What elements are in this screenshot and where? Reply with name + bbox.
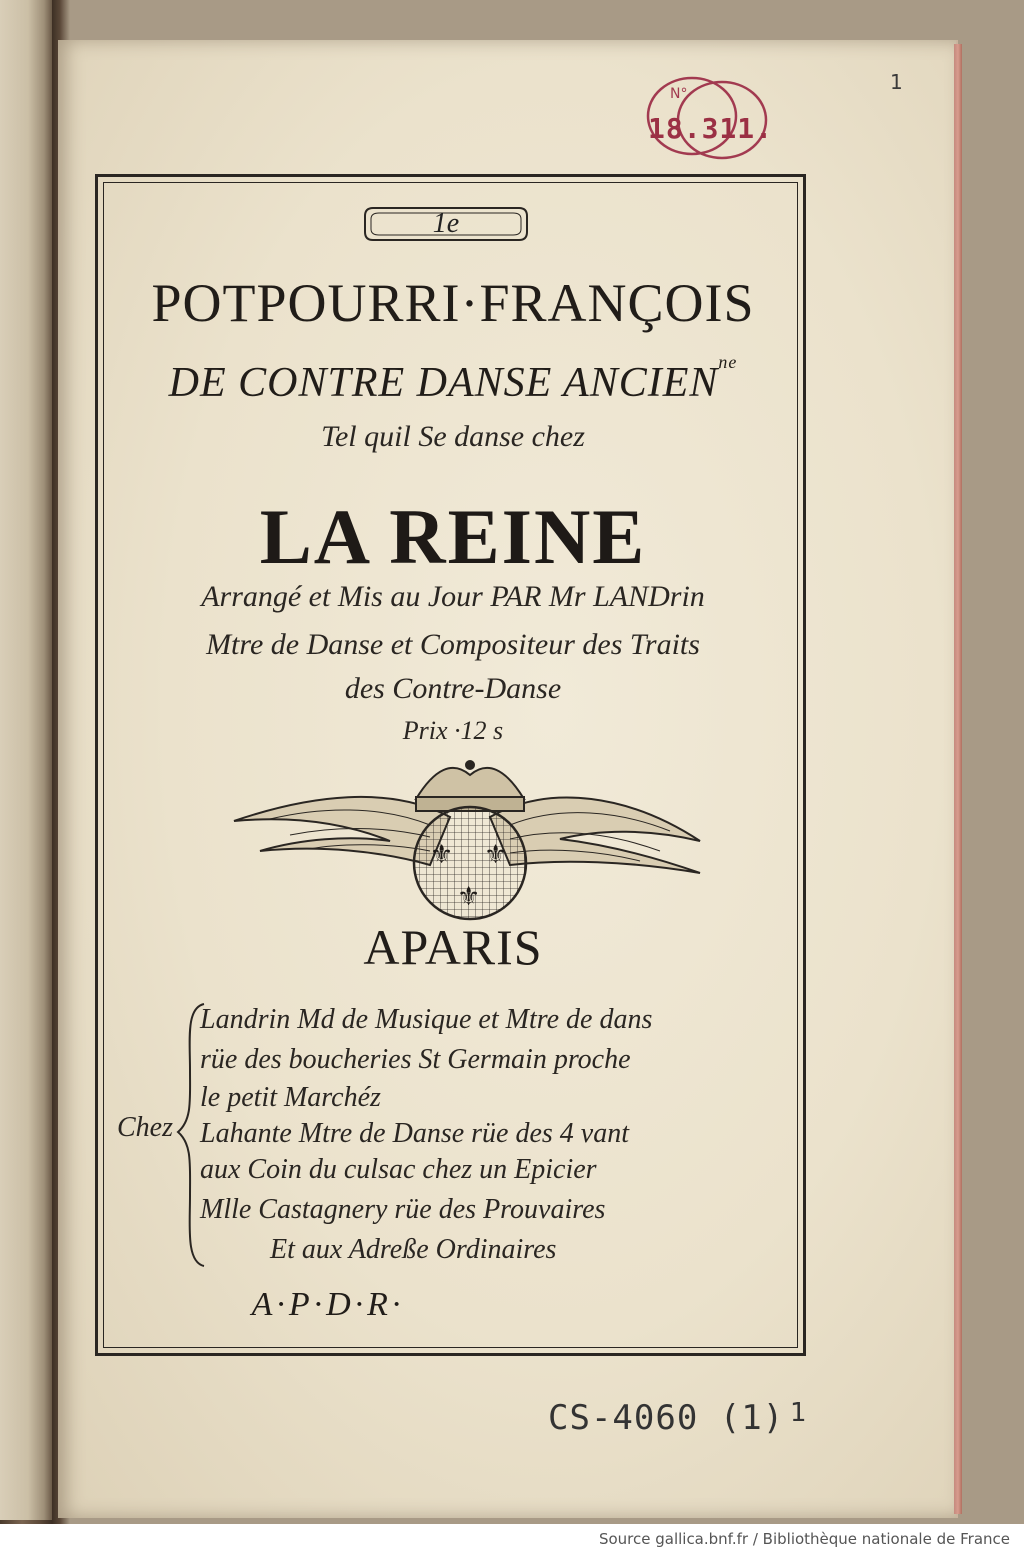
title-line-2-text: DE CONTRE DANSE ANCIEN <box>168 360 719 406</box>
imprint-line: aux Coin du culsac chez un Epicier <box>200 1154 597 1185</box>
svg-text:N°: N° <box>670 86 688 102</box>
folio-number: 1 <box>890 70 903 94</box>
chez-label: Chez <box>117 1112 173 1143</box>
volume-number: 1e <box>432 208 460 239</box>
privilege-mark: A·P·D·R· <box>251 1286 405 1323</box>
imprint-line: Landrin Md de Musique et Mtre de dans <box>200 1004 653 1035</box>
imprint-line: Mlle Castagnery rüe des Prouvaires <box>200 1194 606 1225</box>
title-line-7: des Contre-Danse <box>344 672 562 705</box>
title-line-4: LA REINE <box>259 493 647 580</box>
imprint-line: Lahante Mtre de Danse rüe des 4 vant <box>200 1118 629 1149</box>
imprint-line: rüe des boucheries St Germain proche <box>200 1044 631 1075</box>
title-line-2 <box>113 352 793 407</box>
red-page-edge <box>954 44 962 1514</box>
imprint-place: APARIS <box>363 919 543 975</box>
source-credit: Source gallica.bnf.fr / Bibliothèque nationale de France <box>598 1530 1010 1548</box>
title-line-2-superscript: ne <box>718 352 738 372</box>
imprint-line: Et aux Adreße Ordinaires <box>270 1234 557 1265</box>
title-line-5: Arrangé et Mis au Jour PAR Mr LANDrin <box>201 580 705 613</box>
royal-arms-emblem-icon <box>230 755 710 925</box>
title-line-3: Tel quil Se danse chez <box>321 420 585 453</box>
price-line: Prix ·12 s <box>402 716 504 745</box>
svg-text:⚜: ⚜ <box>484 840 508 870</box>
facing-page-edge <box>0 0 52 1520</box>
stamp-number: 18.311. <box>648 112 774 145</box>
imprint-line: le petit Marchéz <box>200 1082 381 1113</box>
title-line-1: POTPOURRI·FRANÇOIS <box>151 273 755 333</box>
title-line-6: Mtre de Danse et Compositeur des Traits <box>206 628 700 661</box>
svg-text:⚜: ⚜ <box>430 840 454 870</box>
svg-text:⚜: ⚜ <box>457 882 481 912</box>
call-number: CS-4060 (1) <box>548 1398 785 1438</box>
call-number-tail: 1 <box>790 1398 807 1428</box>
